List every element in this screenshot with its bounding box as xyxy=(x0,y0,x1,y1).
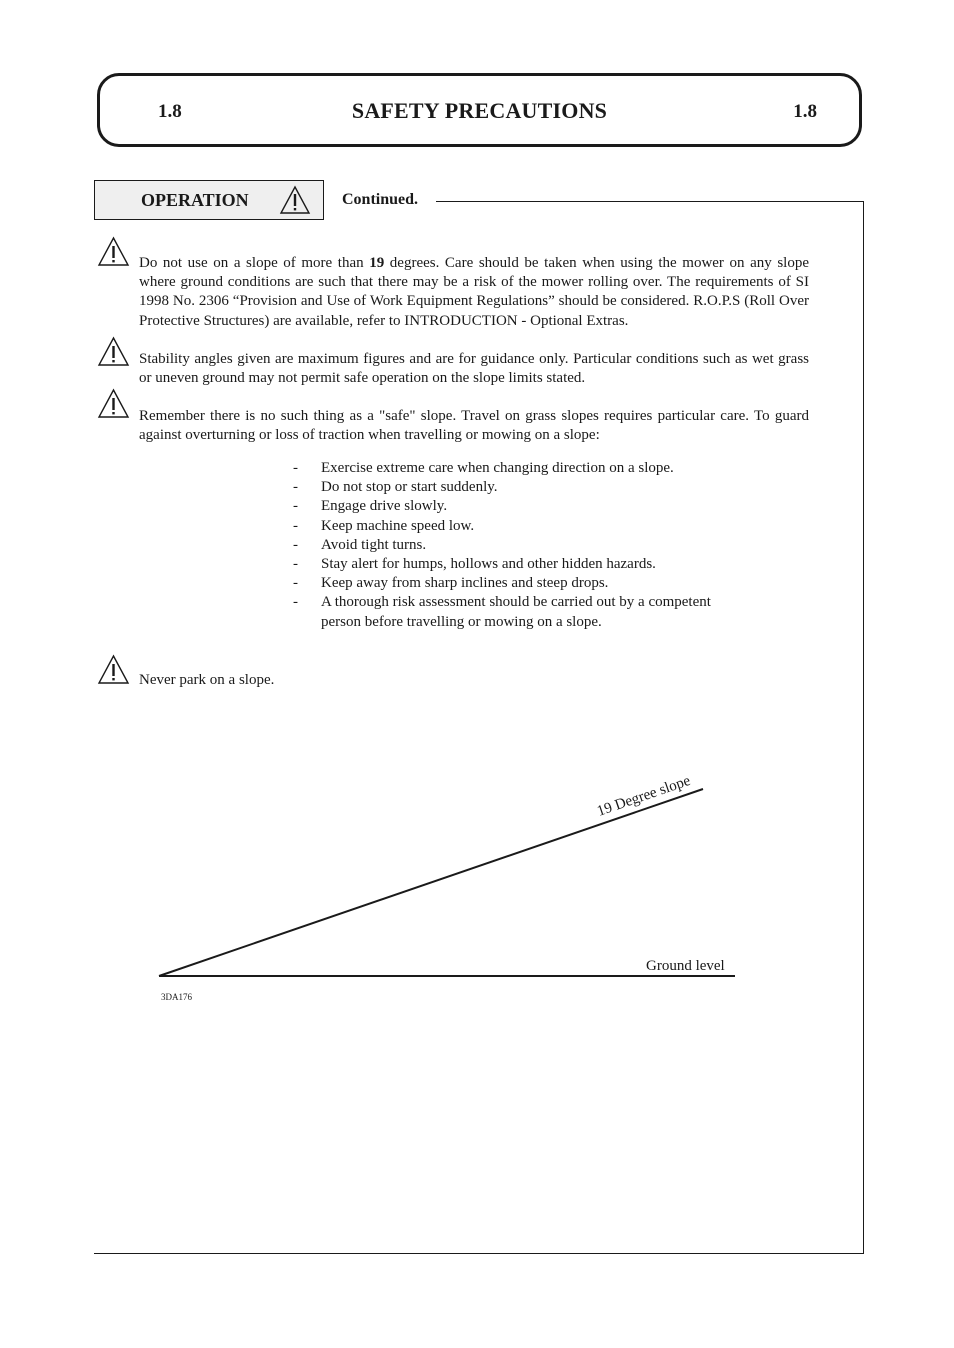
list-item-text: Avoid tight turns. xyxy=(321,536,427,553)
warning-triangle-icon xyxy=(97,236,130,267)
bullet-marker: - xyxy=(293,517,298,534)
bullet-marker: - xyxy=(293,498,298,515)
section-label: OPERATION xyxy=(141,190,249,210)
list-item xyxy=(293,517,753,536)
warning-triangle-icon xyxy=(97,388,130,419)
page-header xyxy=(97,73,862,147)
never-park-paragraph: Never park on a slope. xyxy=(139,672,275,688)
slope-limit-paragraph xyxy=(139,254,809,331)
list-item-text: Do not stop or start suddenly. xyxy=(321,479,498,496)
slope-line xyxy=(159,789,703,976)
list-item xyxy=(293,536,753,555)
figure-code: 3DA176 xyxy=(161,992,192,1002)
ground-level-label: Ground level xyxy=(646,958,725,974)
bullet-marker: - xyxy=(293,594,298,611)
bullet-marker: - xyxy=(293,556,298,573)
slope-precautions-list xyxy=(293,459,753,632)
warning-triangle-icon xyxy=(97,654,130,685)
continued-label: Continued. xyxy=(342,191,426,209)
bullet-marker: - xyxy=(293,479,298,496)
section-tab xyxy=(94,180,324,220)
bullet-marker: - xyxy=(293,460,298,476)
section-number-right: 1.8 xyxy=(793,101,817,122)
list-item xyxy=(293,478,753,497)
warning-triangle-icon xyxy=(97,336,130,367)
slope-diagram xyxy=(150,770,750,990)
list-item xyxy=(293,574,753,593)
paragraph-text-post: degrees. Care should be taken when using the mower on any slope where ground conditions are such that there may be a risk of the mower rolling over. The requirements of SI 1998 No. 2306 “Provision and Use of Work Equipment Regulations” should be considered. R.O.P.S (Roll Over Protective Structures) are available, refer to INTRODUCTION - Optional Extras. xyxy=(139,255,809,329)
stability-angles-paragraph: Stability angles given are maximum figures and are for guidance only. Particular conditions such as wet grass or uneven ground may not permit safe operation on the slope limits stated. xyxy=(139,351,809,387)
list-item-text: Keep machine speed low. xyxy=(321,517,475,534)
safe-slope-paragraph: Remember there is no such thing as a "safe" slope. Travel on grass slopes requires particular care. To guard against overturning or loss of traction when travelling or mowing on a slope: xyxy=(139,408,809,444)
slope-degrees-value: 19 xyxy=(369,255,385,271)
paragraph-text-pre: Do not use on a slope of more than xyxy=(139,255,370,271)
warning-triangle-icon xyxy=(279,185,311,215)
list-item-text: A thorough risk assessment should be carried out by a competent person before travelling or mowing on a slope. xyxy=(321,594,711,630)
list-item-text: Stay alert for humps, hollows and other hidden hazards. xyxy=(321,556,656,573)
list-item xyxy=(293,593,753,631)
section-number-left: 1.8 xyxy=(158,101,182,122)
slope-label: 19 Degree slope xyxy=(595,772,693,820)
bullet-marker: - xyxy=(293,575,298,592)
list-item xyxy=(293,459,753,478)
frame-top-rule xyxy=(436,201,864,202)
bullet-marker: - xyxy=(293,536,298,553)
list-item-text: Engage drive slowly. xyxy=(321,498,448,515)
list-item xyxy=(293,555,753,574)
list-item-text: Exercise extreme care when changing direction on a slope. xyxy=(321,460,674,476)
list-item-text: Keep away from sharp inclines and steep drops. xyxy=(321,575,609,592)
page-title: SAFETY PRECAUTIONS xyxy=(351,98,608,123)
list-item xyxy=(293,497,753,516)
